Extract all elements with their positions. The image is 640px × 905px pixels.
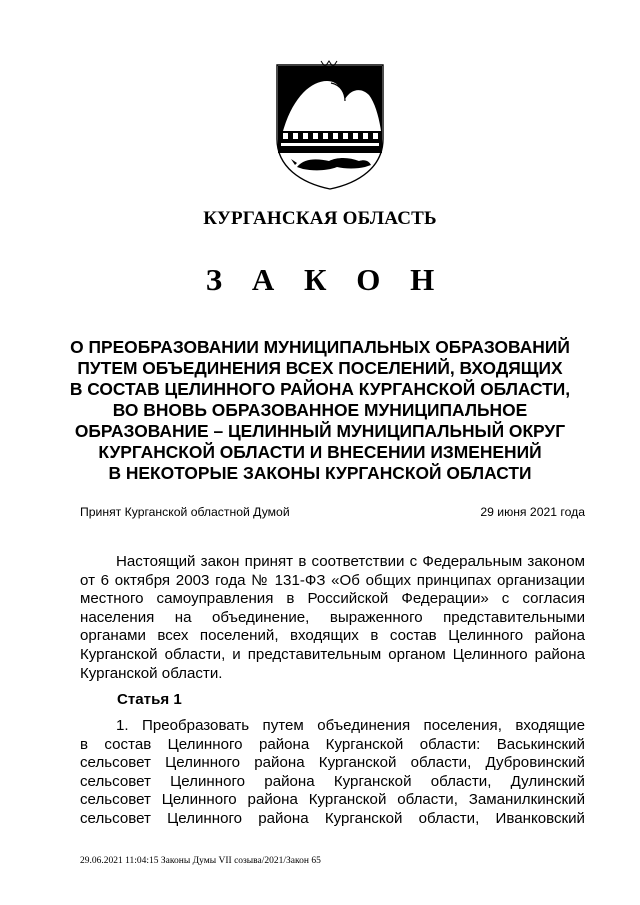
paragraph-line: сельсовет Целинного района Курганской области, Иванковский (80, 809, 585, 827)
coat-of-arms-icon (271, 59, 389, 191)
law-subtitle-line: В СОСТАВ ЦЕЛИННОГО РАЙОНА КУРГАНСКОЙ ОБЛАСТИ, (69, 379, 571, 399)
paragraph-line: населения на объединение, выраженного представительными (80, 608, 585, 626)
article-heading: Статья 1 (117, 691, 182, 708)
law-subtitle-line: ВО ВНОВЬ ОБРАЗОВАННОЕ МУНИЦИПАЛЬНОЕ (112, 400, 528, 420)
footer-stamp: 29.06.2021 11:04:15 Законы Думы VII созыва/2021/Закон 65 (80, 856, 321, 866)
paragraph-line: Курганской области. (80, 664, 223, 682)
article-paragraph (80, 717, 585, 829)
paragraph-line: сельсовет Целинного района Курганской области, Дубровинский (80, 754, 585, 772)
paragraph-line: местного самоуправления в Российской Федерации» с согласия (80, 590, 585, 608)
paragraph-line: в состав Целинного района Курганской области: Васькинский (80, 735, 585, 753)
preamble-paragraph (80, 553, 585, 683)
paragraph-line: сельсовет Целинного района Курганской области, Дулинский (80, 772, 585, 790)
law-subtitle-line: КУРГАНСКОЙ ОБЛАСТИ И ВНЕСЕНИИ ИЗМЕНЕНИЙ (98, 442, 542, 462)
region-name: КУРГАНСКАЯ ОБЛАСТЬ (203, 208, 437, 229)
paragraph-line: Настоящий закон принят в соответствии с Федеральным законом (116, 553, 585, 570)
paragraph-line: Курганской области, и представительным органом Целинного района (80, 645, 585, 663)
paragraph-line: сельсовет Целинного района Курганской области, Заманилкинский (80, 791, 585, 809)
law-subtitle-line: ОБРАЗОВАНИЕ – ЦЕЛИННЫЙ МУНИЦИПАЛЬНЫЙ ОКРУГ (74, 421, 566, 441)
law-subtitle-line: В НЕКОТОРЫЕ ЗАКОНЫ КУРГАНСКОЙ ОБЛАСТИ (108, 463, 532, 483)
law-subtitle (0, 337, 640, 484)
law-subtitle-line: ПУТЕМ ОБЪЕДИНЕНИЯ ВСЕХ ПОСЕЛЕНИЙ, ВХОДЯЩИХ (77, 358, 563, 378)
adopted-by: Принят Курганской областной Думой (80, 505, 290, 519)
paragraph-line: от 6 октября 2003 года № 131-ФЗ «Об общих принципах организации (80, 571, 585, 589)
paragraph-line: 1. Преобразовать путем объединения поселения, входящие (116, 717, 585, 734)
paragraph-line: органами всех поселений, входящих в состав Целинного района (80, 627, 585, 645)
adoption-date: 29 июня 2021 года (480, 505, 585, 519)
document-type-title: З А К О Н (205, 262, 446, 297)
law-subtitle-line: О ПРЕОБРАЗОВАНИИ МУНИЦИПАЛЬНЫХ ОБРАЗОВАНИЙ (70, 337, 570, 357)
